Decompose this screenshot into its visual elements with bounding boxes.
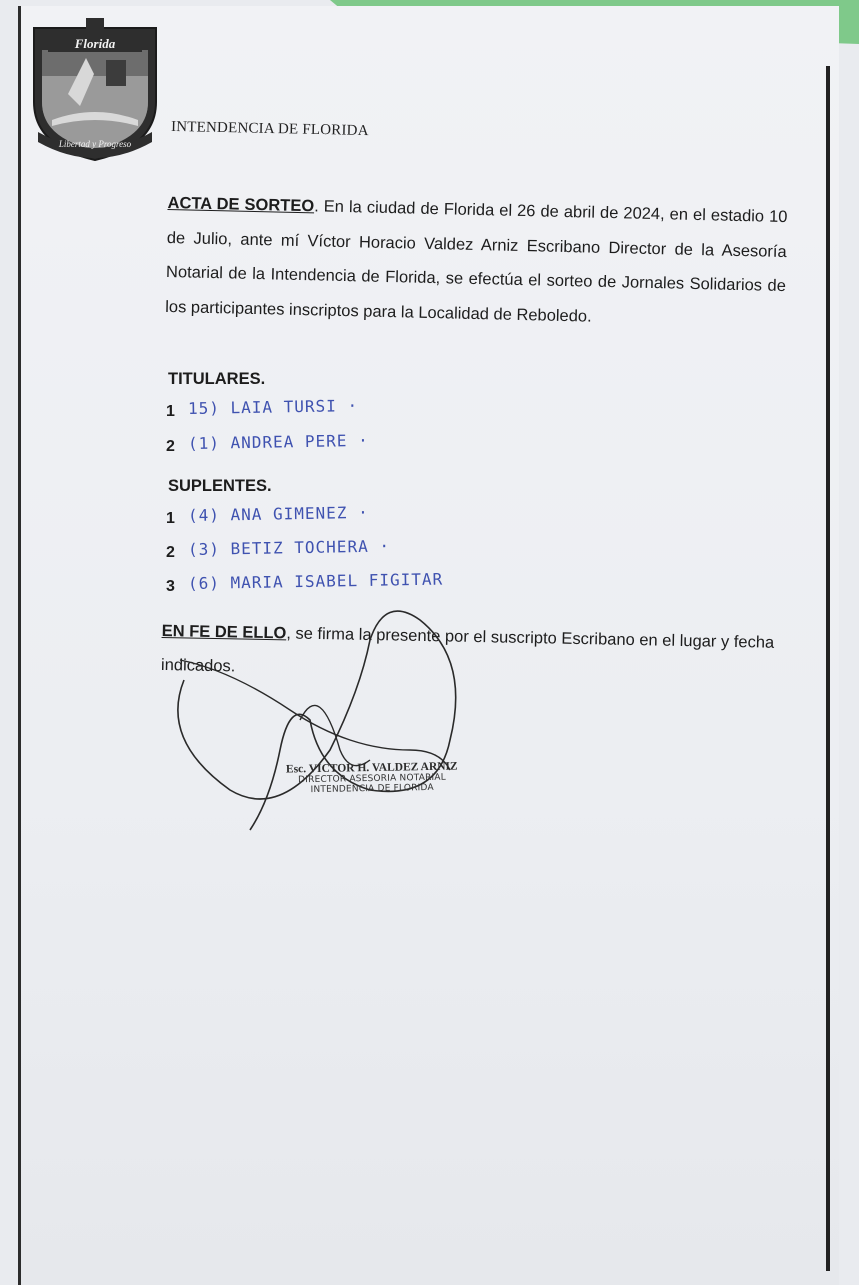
act-text: . En la ciudad de Florida el 26 de abril de 2024, en el estadio 10 de Julio, ante mí Víctor Horacio Valdez Arniz Escribano Director de la Asesoría Notarial de la Intendencia de Florida, se efectúa el sorteo de Jornales Solidarios de los participantes inscriptos para la Localidad de Reboledo.: [165, 197, 788, 326]
crest-motto: Libertad y Progreso: [58, 139, 132, 149]
handwritten-name: (3) BETIZ TOCHERA ·: [187, 536, 391, 559]
stamp-institution: INTENDENCIA DE FLORIDA: [310, 782, 434, 796]
signature: [170, 600, 480, 840]
florida-crest-logo: [28, 14, 162, 164]
titulares-heading: TITULARES.: [168, 370, 266, 388]
notary-stamp: [282, 760, 463, 795]
entry-number: 2: [166, 544, 175, 561]
closing-title: EN FE DE ELLO: [161, 621, 287, 643]
handwritten-name: 15) LAIA TURSI ·: [187, 396, 359, 418]
suplentes-heading: SUPLENTES.: [168, 477, 272, 495]
handwritten-name: (4) ANA GIMENEZ ·: [187, 502, 369, 525]
entry-number: 3: [166, 578, 175, 595]
entry-number: 1: [166, 510, 175, 527]
handwritten-name: (6) MARIA ISABEL FIGITAR: [187, 569, 444, 593]
stamp-name: Esc. VICTOR H. VALDEZ ARNIZ: [285, 760, 458, 776]
entry-number: 2: [166, 438, 175, 455]
act-paragraph: [165, 186, 788, 338]
crest-top-text: Florida: [74, 36, 116, 51]
institution-name: INTENDENCIA DE FLORIDA: [170, 118, 369, 140]
closing-text: , se firma la presente por el suscripto Escribano en el lugar y fecha indicados.: [160, 624, 775, 676]
stamp-title: DIRECTOR ASESORIA NOTARIAL: [298, 772, 447, 786]
act-title: ACTA DE SORTEO: [167, 193, 315, 216]
page-edge-line: [826, 66, 830, 1271]
entry-number: 1: [166, 403, 175, 420]
handwritten-name: (1) ANDREA PERE ·: [187, 430, 369, 453]
